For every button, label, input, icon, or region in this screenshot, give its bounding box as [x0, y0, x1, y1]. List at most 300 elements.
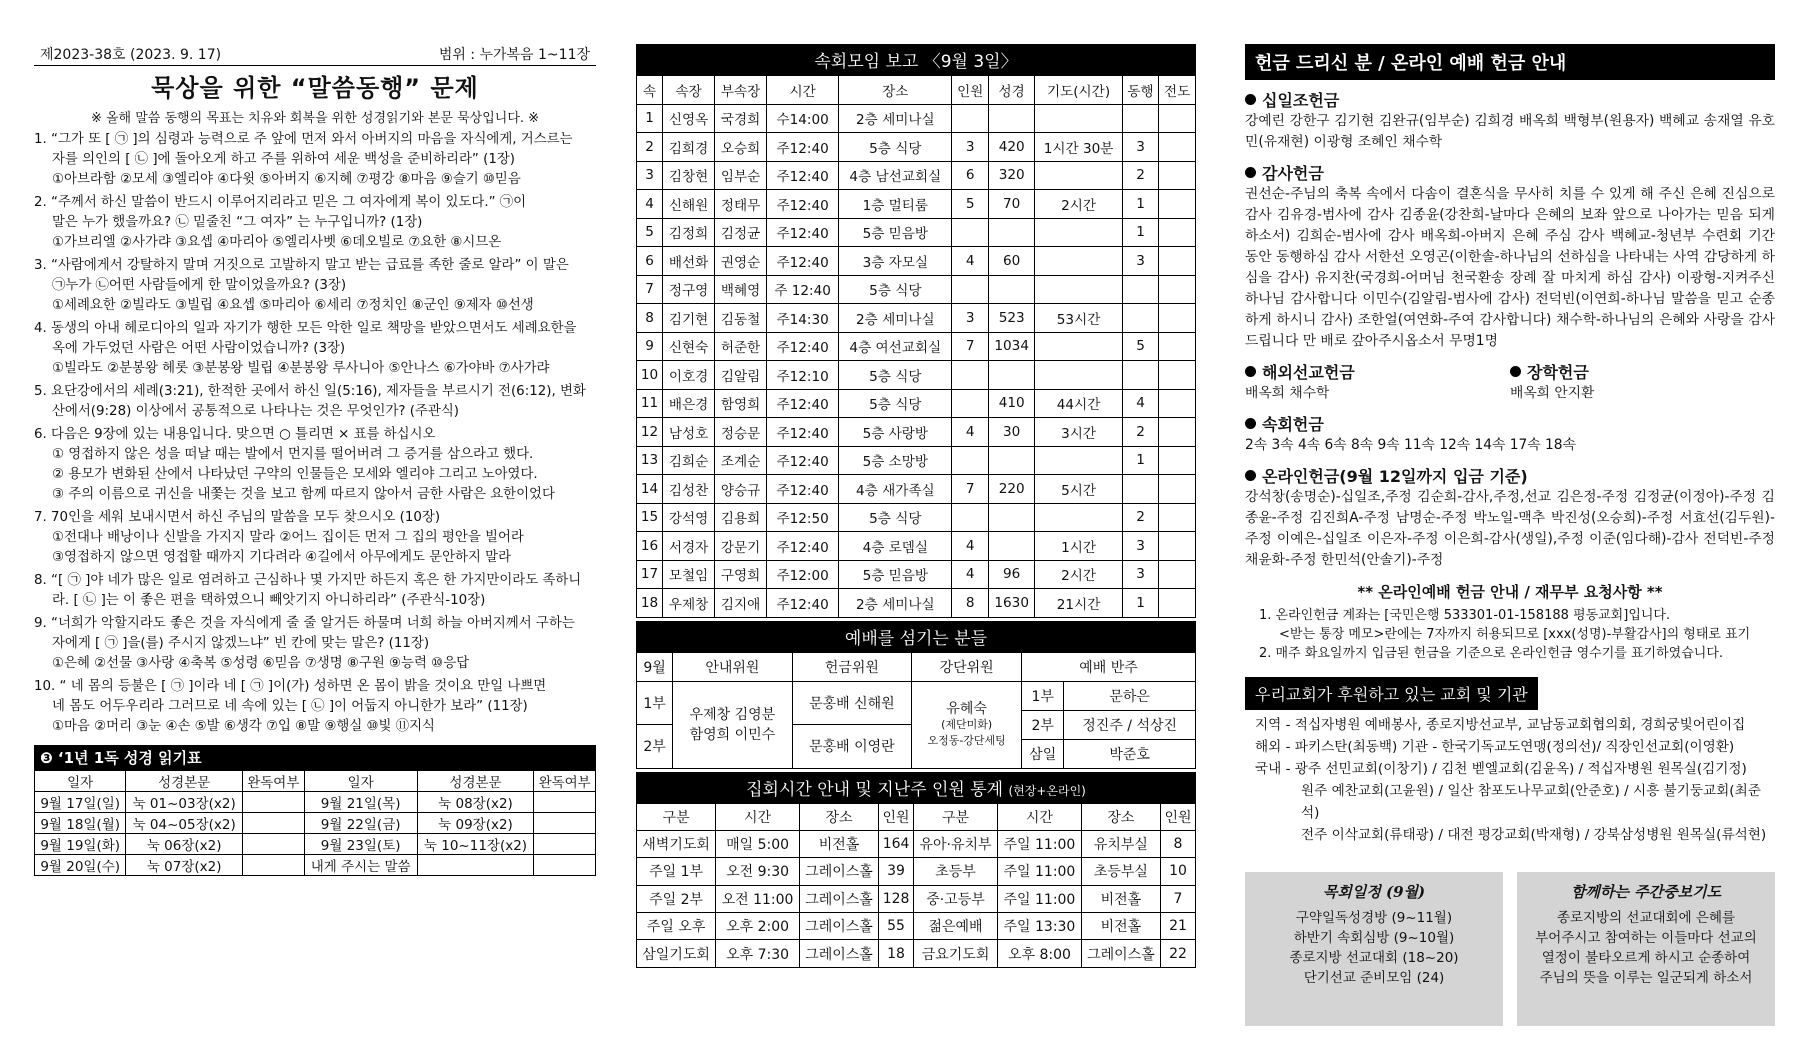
- reading-cell: [534, 792, 596, 813]
- notice-line-3: 2. 매주 화요일까지 입금된 헌금을 기준으로 온라인헌금 영수기를 표기하였습니다.: [1259, 646, 1724, 661]
- table-row: [637, 830, 1196, 857]
- reading-cell: 9월 21일(목): [304, 792, 417, 813]
- stats-cell: 새벽기도회: [637, 830, 716, 857]
- meeting-cell: [1159, 275, 1196, 304]
- meeting-cell: [1122, 475, 1159, 504]
- serve-guide: 우제창 김영분 함영희 이민수: [673, 681, 793, 768]
- meeting-cell: 주12:50: [767, 503, 839, 532]
- meeting-cell: 3: [952, 304, 989, 333]
- meeting-cell: [1159, 332, 1196, 361]
- meeting-cell: [1159, 133, 1196, 162]
- stats-cell: 매일 5:00: [716, 830, 800, 857]
- intro-text: ※ 올해 말씀 동행의 목표는 치유와 회복을 위한 성경읽기와 본문 묵상입니다. ※: [90, 111, 540, 126]
- meeting-cell: 김희순: [663, 446, 715, 475]
- bullet-icon: [1245, 418, 1256, 429]
- meeting-cell: 주12:40: [767, 332, 839, 361]
- support-line: 해외 - 파키스탄(최동백) 기관 - 한국기독교도연맹(정의선)/ 직장인선교회(이영환): [1255, 739, 1735, 755]
- meeting-cell: 김알림: [715, 361, 767, 390]
- meeting-cell: 53시간: [1035, 304, 1122, 333]
- thanks-heading: 감사헌금: [1262, 164, 1324, 183]
- meeting-cell: 3: [1122, 247, 1159, 276]
- meeting-cell: 1: [1122, 190, 1159, 219]
- meeting-header: 속장: [663, 76, 715, 105]
- ban-v2: 박준호: [1109, 746, 1150, 763]
- meeting-cell: 1034: [989, 332, 1035, 361]
- meeting-cell: 12: [637, 418, 663, 447]
- serve-ban: [1022, 681, 1196, 768]
- stats-cell: 주일 13:30: [998, 913, 1082, 940]
- stats-cell: 오후 8:00: [998, 940, 1082, 967]
- meeting-cell: 220: [989, 475, 1035, 504]
- stats-cell: 그레이스홀: [1081, 940, 1160, 967]
- stats-cell: 주일 1부: [637, 858, 716, 885]
- meeting-cell: [989, 104, 1035, 133]
- reading-header: 일자: [35, 771, 126, 792]
- table-row: [637, 885, 1196, 912]
- reading-table-title: ❸ ‘1년 1독 성경 읽기표: [34, 745, 596, 770]
- meeting-cell: 주12:40: [767, 161, 839, 190]
- reading-cell: [242, 855, 304, 876]
- meeting-cell: 96: [989, 560, 1035, 589]
- table-row: [637, 560, 1196, 589]
- stats-cell: 21: [1160, 913, 1195, 940]
- meeting-cell: 3시간: [1035, 418, 1122, 447]
- meeting-cell: 2층 세미나실: [839, 304, 952, 333]
- meeting-cell: 오승희: [715, 133, 767, 162]
- meeting-cell: 주12:40: [767, 389, 839, 418]
- prayer-line: 주님의 뜻을 이루는 일군되게 하소서: [1539, 970, 1753, 986]
- meeting-cell: 1층 멀티룸: [839, 190, 952, 219]
- reading-cell: [242, 813, 304, 834]
- ban-r1: 2부: [1022, 710, 1064, 739]
- meeting-cell: [1159, 418, 1196, 447]
- meeting-cell: 6: [637, 247, 663, 276]
- question-line: 자에게 [ ㉠ ]을(를) 주시지 않겠느냐” 빈 칸에 맞는 말은? (11장): [52, 636, 430, 651]
- serve-row1: 1부: [637, 681, 673, 725]
- thanks-names: 권선순-주님의 축복 속에서 다솜이 결혼식을 무사히 치를 수 있게 해 주신 은혜 진심으로 감사 김유경-범사에 감사 김종윤(강찬희-날마다 은혜의 보좌 앞으로 나아가는 믿음 되게 하소서) 김희순-범사에 감사 배옥희-아버지 은혜 주심 감사 백혜교-청년부 수련회 기간 동안 동행하심 감사 서한선 오영곤(이한솔-하나님의 선하심을 나타내는 사역 감당하게 하심을 감사) 유지찬(국경희-어머님 천국환송 장례 잘 마치게 하심 감사) 이광형-지켜주신 하나님 감사합니다 이민수(김알림-범사에 감사) 전덕빈(이연희-하나님 말씀을 믿고 순종하게 하시니 감사) 조한얼(여연화-주여 감사합니다) 채수학-하나님의 은혜와 사랑을 감사드립니다 만 배로 갚아주시옵소서 무명1명: [1245, 186, 1775, 349]
- question-line: 7. 70인을 세워 보내시면서 하신 주님의 말씀을 모두 찾으시오 (10장): [34, 510, 441, 525]
- table-row: [637, 532, 1196, 561]
- meeting-header: 장소: [839, 76, 952, 105]
- serve-offer2: 문홍배 이영란: [792, 725, 912, 769]
- meeting-cell: 김정균: [715, 218, 767, 247]
- meeting-cell: [1159, 389, 1196, 418]
- notice-line-2: <받는 통장 메모>란에는 7자까지 허용되므로 [xxx(성명)-부활감사]의 형태로 표기: [1279, 627, 1751, 642]
- prayer-box: [1517, 872, 1775, 1026]
- meeting-cell: 김정희: [663, 218, 715, 247]
- meeting-cell: [1159, 361, 1196, 390]
- question-line: ③ 주의 이름으로 귀신을 내쫓는 것을 보고 함께 따르지 않아서 금한 사람은 요한이었다: [52, 487, 555, 502]
- stats-cell: 비전홀: [1081, 885, 1160, 912]
- meeting-cell: [952, 503, 989, 532]
- meeting-cell: 주12:40: [767, 133, 839, 162]
- meeting-cell: 1: [1122, 446, 1159, 475]
- meeting-report-title: 속회모임 보고 〈9월 3일〉: [636, 44, 1196, 75]
- meeting-cell: 5: [1122, 332, 1159, 361]
- meeting-header: 성경: [989, 76, 1035, 105]
- meeting-cell: 신해원: [663, 190, 715, 219]
- meeting-cell: 1시간: [1035, 532, 1122, 561]
- meeting-cell: [989, 275, 1035, 304]
- meeting-cell: 4: [952, 532, 989, 561]
- reading-cell: [534, 813, 596, 834]
- meeting-cell: 김동철: [715, 304, 767, 333]
- meeting-cell: 4: [952, 247, 989, 276]
- stats-cell: 오전 9:30: [716, 858, 800, 885]
- meeting-cell: [1035, 275, 1122, 304]
- serve-altar: [912, 681, 1022, 768]
- scholarship-names: 배옥희 안지환: [1510, 385, 1595, 401]
- reading-cell: 눅 09장(x2): [417, 813, 534, 834]
- scholarship-heading: 장학헌금: [1527, 363, 1589, 382]
- question-line: 산에서(9:28) 이상에서 공통적으로 나타나는 것은 무엇인가? (주관식): [52, 404, 459, 419]
- reading-table: [34, 770, 596, 876]
- table-row: [637, 133, 1196, 162]
- meeting-cell: 10: [637, 361, 663, 390]
- mission-section: [1245, 360, 1510, 404]
- meeting-cell: [1159, 589, 1196, 618]
- prayer-line: 열정이 불타오르게 하시고 순종하여: [1541, 950, 1751, 966]
- meeting-cell: 21시간: [1035, 589, 1122, 618]
- meeting-cell: [1159, 304, 1196, 333]
- meeting-cell: 배은경: [663, 389, 715, 418]
- meeting-cell: 5: [637, 218, 663, 247]
- meeting-cell: [1122, 361, 1159, 390]
- issue-number: 제2023-38호 (2023. 9. 17): [40, 47, 222, 63]
- meeting-cell: 4층 새가족실: [839, 475, 952, 504]
- report-column: [636, 44, 1196, 968]
- question-list: [34, 130, 596, 737]
- stats-cell: 39: [879, 858, 914, 885]
- meeting-cell: 김지애: [715, 589, 767, 618]
- meeting-cell: 2시간: [1035, 560, 1122, 589]
- ban-r2: 삼일: [1022, 739, 1064, 768]
- meeting-cell: 3: [952, 133, 989, 162]
- meeting-cell: [952, 389, 989, 418]
- reading-cell: 내게 주시는 말씀: [304, 855, 417, 876]
- meeting-cell: 4: [1122, 389, 1159, 418]
- stats-cell: 주일 2부: [637, 885, 716, 912]
- question-item: [34, 193, 596, 253]
- tithe-section: [1245, 88, 1775, 153]
- question-line: ㉠누가 ㉡어떤 사람들에게 한 말이었을까요? (3장): [52, 278, 347, 293]
- meeting-cell: 4: [952, 418, 989, 447]
- mission-names: 배옥희 채수학: [1245, 385, 1330, 401]
- meeting-cell: 2: [637, 133, 663, 162]
- question-line: 1. “그가 또 [ ㉠ ]의 심령과 능력으로 주 앞에 먼저 와서 아버지의 마음을 자식에게, 거스르는: [34, 132, 573, 147]
- table-row: [637, 418, 1196, 447]
- reading-cell: [242, 792, 304, 813]
- meeting-cell: 1630: [989, 589, 1035, 618]
- meeting-header: 인원: [952, 76, 989, 105]
- meeting-cell: 김용희: [715, 503, 767, 532]
- serve-row2: 2부: [637, 725, 673, 769]
- range-label: 범위 : 누가복음 1~11장: [438, 47, 590, 63]
- meeting-cell: 이호경: [663, 361, 715, 390]
- support-line: 국내 - 광주 선민교회(이창기) / 김천 벧엘교회(김윤옥) / 적십자병원 원목실(김기정): [1255, 761, 1747, 777]
- serve-altar-name: 유혜숙: [946, 700, 987, 717]
- issue-header: [34, 44, 596, 66]
- meeting-cell: 권영순: [715, 247, 767, 276]
- meeting-cell: 2: [1122, 503, 1159, 532]
- meeting-cell: 5층 믿음방: [839, 218, 952, 247]
- table-row: [637, 475, 1196, 504]
- meeting-cell: [952, 361, 989, 390]
- meeting-header: 속: [637, 76, 663, 105]
- question-line: ①전대나 배낭이나 신발을 가지지 말라 ②어느 집이든 먼저 그 집의 평안을 빌어라: [52, 530, 524, 545]
- meeting-cell: 모철임: [663, 560, 715, 589]
- stats-header: 구분: [637, 803, 716, 830]
- stats-title-text: 집회시간 안내 및 지난주 인원 통계: [746, 779, 1004, 800]
- meeting-cell: 420: [989, 133, 1035, 162]
- online-offering-heading: 온라인헌금(9월 12일까지 입금 기준): [1262, 467, 1528, 486]
- meeting-cell: [1159, 446, 1196, 475]
- stats-cell: 128: [879, 885, 914, 912]
- meeting-cell: 7: [952, 332, 989, 361]
- stats-title: [636, 772, 1196, 803]
- meeting-cell: [1035, 218, 1122, 247]
- accompanist-table: [1022, 682, 1195, 768]
- meeting-cell: 5층 식당: [839, 275, 952, 304]
- meeting-cell: 수14:00: [767, 104, 839, 133]
- bullet-icon: [1510, 366, 1521, 377]
- serve-h0: 9월: [637, 652, 673, 681]
- stats-cell: 그레이스홀: [799, 913, 878, 940]
- online-offering-section: [1245, 464, 1775, 571]
- stats-cell: 그레이스홀: [799, 940, 878, 967]
- quiz-column: [34, 44, 596, 876]
- stats-cell: 164: [879, 830, 914, 857]
- meeting-cell: 주12:40: [767, 475, 839, 504]
- question-line: 2. “주께서 하신 말씀이 반드시 이루어지리라고 믿은 그 여자에게 복이 있도다.” ㉠이: [34, 195, 527, 210]
- cell-offering-section: [1245, 412, 1775, 456]
- meeting-cell: [1035, 332, 1122, 361]
- support-line: 지역 - 적십자병원 예배봉사, 종로지방선교부, 교남동교회협의회, 경희궁빛어린이집: [1255, 717, 1746, 733]
- support-list: [1245, 714, 1775, 846]
- offering-column: [1245, 44, 1775, 1026]
- meeting-cell: 주12:40: [767, 190, 839, 219]
- meeting-cell: 5시간: [1035, 475, 1122, 504]
- meeting-cell: 주12:40: [767, 532, 839, 561]
- stats-cell: 주일 11:00: [998, 830, 1082, 857]
- prayer-line: 부어주시고 참여하는 이들마다 선교의: [1535, 930, 1757, 946]
- reading-cell: [534, 855, 596, 876]
- ban-v0: 문하은: [1064, 682, 1195, 711]
- schedule-line: 하반기 속회심방 (9~10월): [1293, 930, 1455, 946]
- table-row: [637, 389, 1196, 418]
- meeting-cell: 18: [637, 589, 663, 618]
- table-row: [637, 446, 1196, 475]
- stats-table: [636, 803, 1196, 968]
- meeting-cell: 양승규: [715, 475, 767, 504]
- table-row: [637, 304, 1196, 333]
- stats-header: 인원: [879, 803, 914, 830]
- support-line: 전주 이삭교회(류태광) / 대전 평강교회(박재형) / 강북삼성병원 원목실(류석현): [1301, 827, 1767, 843]
- meeting-cell: 주 12:40: [767, 275, 839, 304]
- meeting-cell: 1: [1122, 218, 1159, 247]
- reading-cell: 9월 20일(수): [35, 855, 126, 876]
- meeting-cell: 정구영: [663, 275, 715, 304]
- meeting-cell: [1122, 104, 1159, 133]
- reading-header: 완독여부: [534, 771, 596, 792]
- meeting-cell: [1035, 104, 1122, 133]
- reading-cell: 9월 18일(월): [35, 813, 126, 834]
- meeting-cell: 강석영: [663, 503, 715, 532]
- meeting-cell: 주14:30: [767, 304, 839, 333]
- meeting-cell: 5층 식당: [839, 389, 952, 418]
- question-line: 5. 요단강에서의 세례(3:21), 한적한 곳에서 하신 일(5:16), 제자들을 부르시기 전(6:12), 변화: [34, 384, 586, 399]
- meeting-cell: 주12:40: [767, 218, 839, 247]
- reading-cell: 눅 01~03장(x2): [126, 792, 243, 813]
- table-row: [637, 589, 1196, 618]
- meeting-cell: 서경자: [663, 532, 715, 561]
- meeting-cell: 우제창: [663, 589, 715, 618]
- stats-cell: 중·고등부: [914, 885, 998, 912]
- table-row: [35, 792, 596, 813]
- meeting-cell: [1035, 161, 1122, 190]
- stats-cell: 유치부실: [1081, 830, 1160, 857]
- meeting-cell: 3: [637, 161, 663, 190]
- question-line: 9. “너희가 악할지라도 좋은 것을 자식에게 줄 줄 알거든 하물며 너희 하늘 아버지께서 구하는: [34, 616, 575, 631]
- mission-heading: 해외선교헌금: [1262, 363, 1355, 382]
- meeting-cell: 30: [989, 418, 1035, 447]
- prayer-line: 종로지방의 선교대회에 은혜를: [1556, 910, 1736, 926]
- stats-cell: 비전홀: [1081, 913, 1160, 940]
- bullet-icon: [1245, 167, 1256, 178]
- table-row: [637, 361, 1196, 390]
- meeting-cell: [1035, 361, 1122, 390]
- table-row: [637, 332, 1196, 361]
- meeting-cell: 44시간: [1035, 389, 1122, 418]
- meeting-cell: 8: [952, 589, 989, 618]
- meeting-cell: 5층 식당: [839, 361, 952, 390]
- meeting-cell: 주12:40: [767, 418, 839, 447]
- question-item: [34, 677, 596, 737]
- meeting-cell: 3층 자모실: [839, 247, 952, 276]
- reading-header: 일자: [304, 771, 417, 792]
- meeting-header: 시간: [767, 76, 839, 105]
- meeting-cell: [1122, 304, 1159, 333]
- bullet-icon: [1245, 366, 1256, 377]
- question-line: ①세례요한 ②빌라도 ③빌립 ④요셉 ⑤마리아 ⑥세리 ⑦정치인 ⑧군인 ⑨제자 ⑩선생: [52, 298, 534, 313]
- stats-cell: 오후 2:00: [716, 913, 800, 940]
- meeting-cell: [1159, 190, 1196, 219]
- serve-h2: 헌금위원: [792, 652, 912, 681]
- reading-cell: 눅 07장(x2): [126, 855, 243, 876]
- meeting-cell: 5층 식당: [839, 133, 952, 162]
- stats-cell: 주일 11:00: [998, 885, 1082, 912]
- prayer-title: 함께하는 주간중보기도: [1570, 883, 1722, 901]
- schedule-line: 단기선교 준비모임 (24): [1303, 970, 1445, 986]
- meeting-cell: 정태무: [715, 190, 767, 219]
- question-line: ①아브라함 ②모세 ③엘리야 ④다윗 ⑤아버지 ⑥지혜 ⑦평강 ⑧마음 ⑨슬기 ⑩믿음: [52, 172, 521, 187]
- meeting-cell: 4: [637, 190, 663, 219]
- stats-cell: 금요기도회: [914, 940, 998, 967]
- meeting-cell: 조계순: [715, 446, 767, 475]
- ban-v1: 정진주 / 석상진: [1064, 710, 1195, 739]
- stats-cell: 초등부: [914, 858, 998, 885]
- meeting-cell: 주12:10: [767, 361, 839, 390]
- meeting-cell: 17: [637, 560, 663, 589]
- stats-header: 시간: [998, 803, 1082, 830]
- table-row: [637, 913, 1196, 940]
- meeting-cell: 2: [1122, 161, 1159, 190]
- meeting-cell: 5: [952, 190, 989, 219]
- notice-title: ** 온라인예배 헌금 안내 / 재무부 요청사항 **: [1357, 583, 1663, 601]
- table-row: [637, 104, 1196, 133]
- meeting-cell: [989, 218, 1035, 247]
- tithe-heading: 십일조헌금: [1262, 91, 1340, 110]
- meeting-cell: 2층 세미나실: [839, 104, 952, 133]
- meeting-cell: 구영희: [715, 560, 767, 589]
- meeting-cell: 허준한: [715, 332, 767, 361]
- serve-altar-note2: 오정동-강단세팅: [927, 733, 1006, 747]
- stats-cell: 유아·유치부: [914, 830, 998, 857]
- stats-cell: 주일 오후: [637, 913, 716, 940]
- bottom-boxes: [1245, 872, 1775, 1026]
- meeting-cell: [989, 361, 1035, 390]
- question-line: 8. “[ ㉠ ]야 네가 많은 일로 염려하고 근심하나 몇 가지만 하든지 혹은 한 가지만이라도 족하니: [34, 573, 582, 588]
- meeting-cell: 김성찬: [663, 475, 715, 504]
- reading-cell: 눅 10~11장(x2): [417, 834, 534, 855]
- meeting-cell: 2: [1122, 418, 1159, 447]
- meeting-cell: [1159, 475, 1196, 504]
- question-line: ①가브리엘 ②사가랴 ③요셉 ④마리아 ⑤엘리사벳 ⑥데오빌로 ⑦요한 ⑧시므온: [52, 235, 502, 250]
- question-line: 말은 누가 했을까요? ㉡ 밑줄친 “그 여자” 는 누구입니까? (1장): [52, 215, 423, 230]
- stats-cell: 오후 7:30: [716, 940, 800, 967]
- meeting-cell: [952, 104, 989, 133]
- stats-subtitle: (현장+온라인): [1008, 783, 1086, 798]
- question-line: 네 몸도 어두우리라 그러므로 네 속에 있는 [ ㉡ ]이 어둡지 아니한가 보라” (11장): [52, 699, 528, 714]
- pastoral-schedule-box: [1245, 872, 1503, 1026]
- cell-offering-list: 2속 3속 4속 6속 8속 9속 11속 12속 14속 17속 18속: [1245, 437, 1576, 453]
- meeting-report-table: [636, 75, 1196, 618]
- meeting-cell: 2시간: [1035, 190, 1122, 219]
- meeting-cell: 김희경: [663, 133, 715, 162]
- meeting-cell: [1159, 560, 1196, 589]
- meeting-cell: 4층 로뎀실: [839, 532, 952, 561]
- meeting-cell: 2층 세미나실: [839, 589, 952, 618]
- meeting-cell: 3: [1122, 532, 1159, 561]
- tithe-names: 강예린 강한구 김기현 김완규(임부순) 김희경 배옥희 백형부(원용자) 백혜교 송재열 유호민(유재현) 이광형 조혜인 채수학: [1245, 113, 1775, 150]
- table-row: [35, 855, 596, 876]
- stats-cell: 오전 11:00: [716, 885, 800, 912]
- question-line: 라. [ ㉡ ]는 이 좋은 편을 택하였으니 빼앗기지 아니하리라” (주관식-10장): [52, 593, 486, 608]
- meeting-cell: 7: [952, 475, 989, 504]
- notice-line-1: 1. 온라인헌금 계좌는 [국민은행 533301-01-158188 평동교회]입니다.: [1259, 608, 1671, 623]
- question-line: ①빌라도 ②분봉왕 헤롯 ③분봉왕 빌립 ④분봉왕 루사니아 ⑤안나스 ⑥가야바 ⑦사가랴: [52, 361, 550, 376]
- meeting-header: 전도: [1159, 76, 1196, 105]
- table-row: [35, 813, 596, 834]
- question-line: 4. 동생의 아내 헤로디아의 일과 자기가 행한 모든 악한 일로 책망을 받았으면서도 세례요한을: [34, 321, 577, 336]
- serve-h4: 예배 반주: [1022, 652, 1196, 681]
- serve-h3: 강단위원: [912, 652, 1022, 681]
- question-item: [34, 425, 596, 505]
- meeting-cell: 주12:40: [767, 446, 839, 475]
- question-item: [34, 130, 596, 190]
- cell-offering-heading: 속회헌금: [1262, 415, 1324, 434]
- meeting-cell: 신현숙: [663, 332, 715, 361]
- reading-cell: 눅 04~05장(x2): [126, 813, 243, 834]
- meeting-cell: 신영옥: [663, 104, 715, 133]
- meeting-cell: 14: [637, 475, 663, 504]
- reading-cell: 9월 23일(토): [304, 834, 417, 855]
- meeting-cell: 임부순: [715, 161, 767, 190]
- stats-header: 시간: [716, 803, 800, 830]
- meeting-cell: 1: [637, 104, 663, 133]
- meeting-cell: 3: [1122, 133, 1159, 162]
- bullet-icon: [1245, 470, 1256, 481]
